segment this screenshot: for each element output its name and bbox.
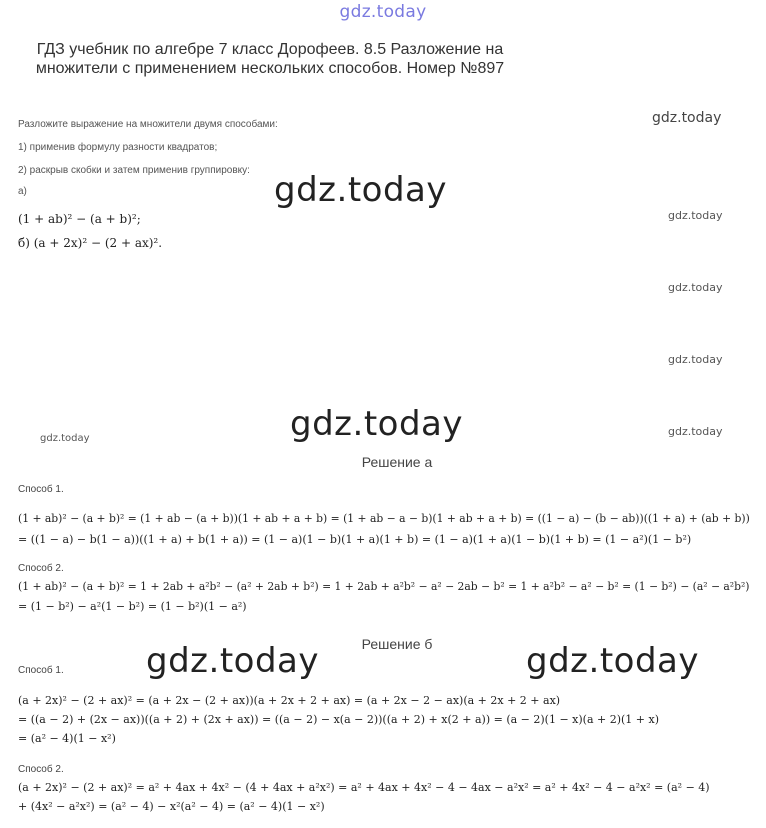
watermark-small: gdz.today — [668, 209, 723, 222]
task-part-a-expression: (1 + ab)² − (a + b)²; — [18, 212, 141, 226]
watermark-large: gdz.today — [526, 641, 699, 681]
solution-b-heading: Решение б — [361, 636, 433, 652]
watermark-small: gdz.today — [40, 433, 90, 444]
watermark-large: gdz.today — [146, 641, 319, 681]
solution-b-method2-label: Способ 2. — [18, 764, 64, 775]
solution-b-method2-line1: (a + 2x)² − (2 + ax)² = a² + 4ax + 4x² − (4 + 4ax + a²x²) = a² + 4ax + 4x² − 4 − 4ax − a²x² = a² + 4x² − 4 − a²x² = (a² − 4) — [18, 781, 710, 794]
solution-b-method2-line2: + (4x² − a²x²) = (a² − 4) − x²(a² − 4) = (a² − 4)(1 − x²) — [18, 800, 325, 813]
solution-b-method1-line1: (a + 2x)² − (2 + ax)² = (a + 2x − (2 + ax))(a + 2x + 2 + ax) = (a + 2x − 2 − ax)(a + 2x + 2 + ax) — [18, 694, 561, 707]
watermark-small: gdz.today — [668, 353, 723, 366]
solution-a-heading: Решение а — [361, 454, 433, 470]
solution-a-method2-label: Способ 2. — [18, 563, 64, 574]
task-intro: Разложите выражение на множители двумя способами: — [18, 119, 278, 130]
watermark-medium: gdz.today — [652, 110, 722, 126]
site-logo[interactable]: gdz.today — [339, 2, 427, 22]
task-part-a-label: а) — [18, 186, 27, 197]
watermark-large: gdz.today — [290, 404, 463, 444]
solution-a-method1-line1: (1 + ab)² − (a + b)² = (1 + ab − (a + b))(1 + ab + a + b) = (1 + ab − a − b)(1 + ab + a + b) = ((1 − a) − (b − ab))((1 + a) + (ab + b)) — [18, 512, 750, 525]
watermark-large: gdz.today — [274, 170, 447, 210]
solution-a-method2-line1: (1 + ab)² − (a + b)² = 1 + 2ab + a²b² − (a² + 2ab + b²) = 1 + 2ab + a²b² − a² − 2ab − b² = 1 + a²b² − a² − b² = (1 − b²) − (a² − a²b²) — [18, 580, 750, 593]
task-item-2: 2) раскрыв скобки и затем применив группировку: — [18, 165, 250, 176]
task-part-b-expression: б) (a + 2x)² − (2 + ax)². — [18, 236, 163, 250]
solution-b-method1-line2: = ((a − 2) + (2x − ax))((a + 2) + (2x + ax)) = ((a − 2) − x(a − 2))((a + 2) + x(2 + a)) = (a − 2)(1 − x)(a + 2)(1 + x) — [18, 713, 660, 726]
solution-a-method1-line2: = ((1 − a) − b(1 − a))((1 + a) + b(1 + a)) = (1 − a)(1 − b)(1 + a)(1 + b) = (1 − a)(1 + a)(1 − b)(1 + b) = (1 − a²)(1 − b²) — [18, 533, 692, 546]
solution-a-method1-label: Способ 1. — [18, 484, 64, 495]
solution-b-method1-label: Способ 1. — [18, 665, 64, 676]
watermark-small: gdz.today — [668, 281, 723, 294]
solution-b-method1-line3: = (a² − 4)(1 − x²) — [18, 732, 116, 745]
watermark-small: gdz.today — [668, 425, 723, 438]
task-item-1: 1) применив формулу разности квадратов; — [18, 142, 218, 153]
page-title: ГДЗ учебник по алгебре 7 класс Дорофеев. 8.5 Разложение на множители с применением нескольких способов. Номер №897 — [35, 41, 505, 77]
solution-a-method2-line2: = (1 − b²) − a²(1 − b²) = (1 − b²)(1 − a²) — [18, 600, 247, 613]
